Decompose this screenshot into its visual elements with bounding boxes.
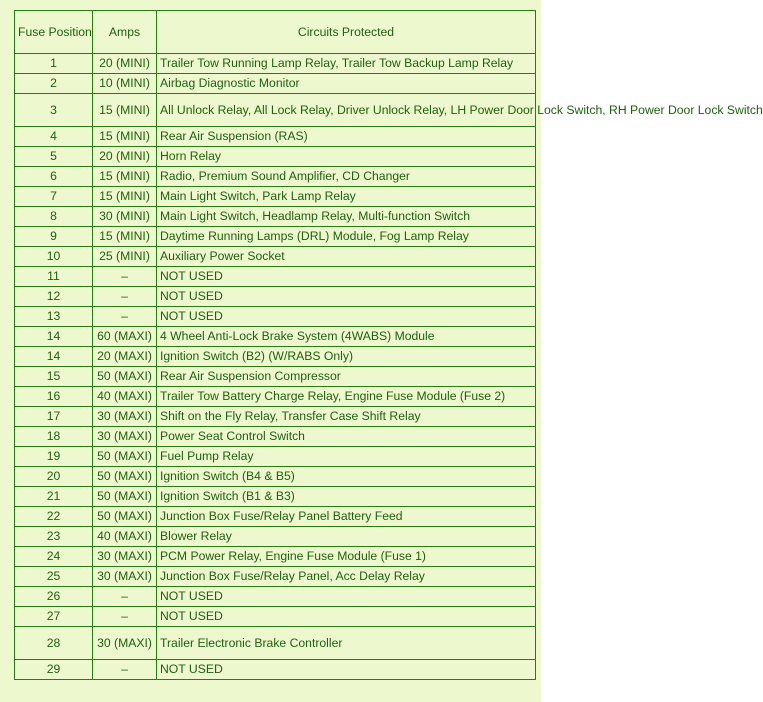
circuits-protected-cell: 4 Wheel Anti-Lock Brake System (4WABS) Module [157, 327, 536, 347]
table-row [15, 307, 536, 327]
fuse-position-cell: 1 [15, 54, 93, 74]
table-row [15, 407, 536, 427]
circuits-protected-cell: Ignition Switch (B4 & B5) [157, 467, 536, 487]
amps-cell: 25 (MINI) [93, 247, 157, 267]
table-row [15, 387, 536, 407]
fuse-position-cell: 26 [15, 587, 93, 607]
table-row [15, 187, 536, 207]
table-row [15, 327, 536, 347]
table-row [15, 74, 536, 94]
circuits-protected-cell: Rear Air Suspension Compressor [157, 367, 536, 387]
amps-cell: 50 (MAXI) [93, 367, 157, 387]
header-amps: Amps [93, 11, 157, 54]
fuse-position-cell: 23 [15, 527, 93, 547]
table-row [15, 367, 536, 387]
circuits-protected-cell: Rear Air Suspension (RAS) [157, 127, 536, 147]
circuits-protected-cell: Airbag Diagnostic Monitor [157, 74, 536, 94]
table-row [15, 567, 536, 587]
amps-cell: 50 (MAXI) [93, 487, 157, 507]
table-row [15, 507, 536, 527]
amps-cell: 15 (MINI) [93, 127, 157, 147]
fuse-position-cell: 27 [15, 607, 93, 627]
table-row [15, 267, 536, 287]
fuse-table [14, 10, 763, 680]
circuits-protected-cell: Blower Relay [157, 527, 536, 547]
fuse-position-cell: 24 [15, 547, 93, 567]
table-row [15, 487, 536, 507]
table-row [15, 227, 536, 247]
fuse-position-cell: 17 [15, 407, 93, 427]
fuse-position-cell: 10 [15, 247, 93, 267]
amps-cell: 15 (MINI) [93, 227, 157, 247]
table-row [15, 207, 536, 227]
amps-cell: 20 (MINI) [93, 147, 157, 167]
fuse-position-cell: 28 [15, 627, 93, 660]
fuse-position-cell: 22 [15, 507, 93, 527]
circuits-protected-cell: Trailer Tow Battery Charge Relay, Engine Fuse Module (Fuse 2) [157, 387, 536, 407]
table-row [15, 54, 536, 74]
circuits-protected-cell: Power Seat Control Switch [157, 427, 536, 447]
table-row [15, 447, 536, 467]
fuse-position-cell: 15 [15, 367, 93, 387]
table-row [15, 607, 536, 627]
circuits-protected-cell: Main Light Switch, Park Lamp Relay [157, 187, 536, 207]
circuits-protected-cell: Trailer Electronic Brake Controller [157, 627, 536, 660]
circuits-protected-cell: All Unlock Relay, All Lock Relay, Driver Unlock Relay, LH Power Door Lock Switch, RH Power Door Lock Switch [157, 94, 536, 127]
circuits-protected-cell: PCM Power Relay, Engine Fuse Module (Fuse 1) [157, 547, 536, 567]
fuse-position-cell: 8 [15, 207, 93, 227]
fuse-position-cell: 3 [15, 94, 93, 127]
fuse-position-cell: 4 [15, 127, 93, 147]
amps-cell: 15 (MINI) [93, 187, 157, 207]
amps-cell: 30 (MAXI) [93, 427, 157, 447]
table-row [15, 427, 536, 447]
amps-cell: 30 (MINI) [93, 207, 157, 227]
header-circuits-protected: Circuits Protected [157, 11, 536, 54]
circuits-protected-cell: Junction Box Fuse/Relay Panel Battery Feed [157, 507, 536, 527]
circuits-protected-cell: Fuel Pump Relay [157, 447, 536, 467]
amps-cell: 30 (MAXI) [93, 407, 157, 427]
table-row [15, 587, 536, 607]
circuits-protected-cell: Trailer Tow Running Lamp Relay, Trailer Tow Backup Lamp Relay [157, 54, 536, 74]
fuse-position-cell: 14 [15, 327, 93, 347]
header-fuse-position: Fuse Position [15, 11, 93, 54]
circuits-protected-cell: Ignition Switch (B2) (W/RABS Only) [157, 347, 536, 367]
amps-cell: 15 (MINI) [93, 94, 157, 127]
amps-cell: – [93, 267, 157, 287]
circuits-protected-cell: NOT USED [157, 607, 536, 627]
fuse-position-cell: 19 [15, 447, 93, 467]
circuits-protected-cell: NOT USED [157, 287, 536, 307]
fuse-position-cell: 14 [15, 347, 93, 367]
amps-cell: – [93, 607, 157, 627]
fuse-position-cell: 6 [15, 167, 93, 187]
amps-cell: 40 (MAXI) [93, 527, 157, 547]
table-row [15, 527, 536, 547]
amps-cell: 50 (MAXI) [93, 467, 157, 487]
fuse-position-cell: 5 [15, 147, 93, 167]
circuits-protected-cell: NOT USED [157, 660, 536, 680]
table-row [15, 287, 536, 307]
fuse-position-cell: 2 [15, 74, 93, 94]
table-row [15, 147, 536, 167]
circuits-protected-cell: NOT USED [157, 587, 536, 607]
amps-cell: 30 (MAXI) [93, 547, 157, 567]
amps-cell: 50 (MAXI) [93, 447, 157, 467]
circuits-protected-cell: Ignition Switch (B1 & B3) [157, 487, 536, 507]
fuse-position-cell: 18 [15, 427, 93, 447]
fuse-position-cell: 16 [15, 387, 93, 407]
circuits-protected-cell: Shift on the Fly Relay, Transfer Case Shift Relay [157, 407, 536, 427]
table-row [15, 467, 536, 487]
table-row [15, 167, 536, 187]
amps-cell: 60 (MAXI) [93, 327, 157, 347]
amps-cell: 30 (MAXI) [93, 627, 157, 660]
fuse-position-cell: 12 [15, 287, 93, 307]
fuse-position-cell: 11 [15, 267, 93, 287]
header-row [15, 11, 536, 54]
table-row [15, 347, 536, 367]
circuits-protected-cell: Daytime Running Lamps (DRL) Module, Fog Lamp Relay [157, 227, 536, 247]
circuits-protected-cell: Main Light Switch, Headlamp Relay, Multi-function Switch [157, 207, 536, 227]
table-row [15, 627, 536, 660]
fuse-position-cell: 29 [15, 660, 93, 680]
circuits-protected-cell: Junction Box Fuse/Relay Panel, Acc Delay Relay [157, 567, 536, 587]
table-row [15, 247, 536, 267]
amps-cell: 10 (MINI) [93, 74, 157, 94]
table-row [15, 547, 536, 567]
amps-cell: 15 (MINI) [93, 167, 157, 187]
circuits-protected-cell: NOT USED [157, 267, 536, 287]
amps-cell: – [93, 587, 157, 607]
fuse-table-body [15, 54, 763, 680]
fuse-position-cell: 7 [15, 187, 93, 207]
circuits-protected-cell: Horn Relay [157, 147, 536, 167]
fuse-position-cell: 21 [15, 487, 93, 507]
amps-cell: 50 (MAXI) [93, 507, 157, 527]
circuits-protected-cell: Radio, Premium Sound Amplifier, CD Changer [157, 167, 536, 187]
amps-cell: 20 (MINI) [93, 54, 157, 74]
amps-cell: – [93, 287, 157, 307]
fuse-position-cell: 9 [15, 227, 93, 247]
amps-cell: – [93, 660, 157, 680]
fuse-position-cell: 13 [15, 307, 93, 327]
amps-cell: 30 (MAXI) [93, 567, 157, 587]
amps-cell: 20 (MAXI) [93, 347, 157, 367]
table-row [15, 94, 536, 127]
circuits-protected-cell: Auxiliary Power Socket [157, 247, 536, 267]
fuse-position-cell: 20 [15, 467, 93, 487]
circuits-protected-cell: NOT USED [157, 307, 536, 327]
table-row [15, 660, 536, 680]
amps-cell: 40 (MAXI) [93, 387, 157, 407]
amps-cell: – [93, 307, 157, 327]
fuse-position-cell: 25 [15, 567, 93, 587]
table-row [15, 127, 536, 147]
